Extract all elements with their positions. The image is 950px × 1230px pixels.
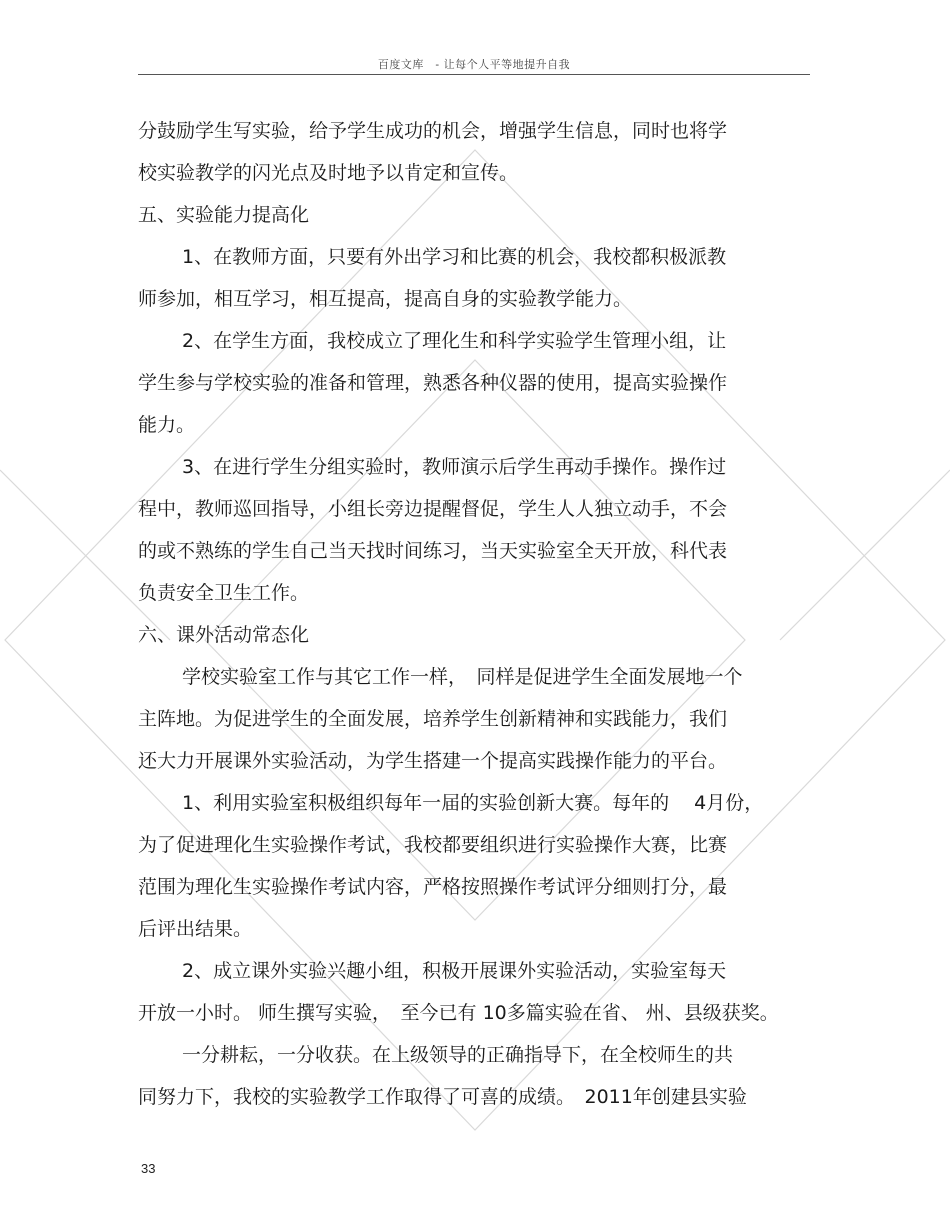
text-line: 学生参与学校实验的准备和管理，熟悉各种仪器的使用，提高实验操作 [138,372,728,394]
text-line: 2、在学生方面，我校成立了理化生和科学实验学生管理小组，让 [182,330,727,352]
text-line: 的或不熟练的学生自己当天找时间练习，当天实验室全天开放，科代表 [138,540,728,562]
text-line: 开放一小时。 师生撰写实验， 至今已有 10多篇实验在省、 州、县级获奖。 [138,1002,779,1024]
document-body [138,110,838,1118]
text-line: 3、在进行学生分组实验时，教师演示后学生再动手操作。操作过 [182,456,727,478]
text-line: 2、成立课外实验兴趣小组，积极开展课外实验活动，实验室每天 [182,960,727,982]
text-line: 校实验教学的闪光点及时地予以肯定和宣传。 [138,162,519,184]
header-rule [138,74,810,75]
page-header: 百度文库 - 让每个人平等地提升自我 [377,58,571,71]
text-line: 一分耕耘，一分收获。在上级领导的正确指导下，在全校师生的共 [182,1044,734,1066]
text-line: 1、利用实验室积极组织每年一届的实验创新大赛。每年的 4月份， [182,792,764,814]
text-line: 六、课外活动常态化 [138,624,310,646]
text-line: 五、实验能力提高化 [138,204,310,226]
text-line: 同努力下，我校的实验教学工作取得了可喜的成绩。 2011年创建县实验 [138,1086,747,1108]
text-line: 1、在教师方面，只要有外出学习和比赛的机会，我校都积极派教 [182,246,727,268]
text-line: 后评出结果。 [138,918,253,940]
page-number: 33 [141,1161,156,1176]
text-line: 师参加，相互学习，相互提高，提高自身的实验教学能力。 [138,288,633,310]
text-line: 程中，教师巡回指导，小组长旁边提醒督促，学生人人独立动手，不会 [138,498,728,520]
text-line: 为了促进理化生实验操作考试，我校都要组织进行实验操作大赛，比赛 [138,834,728,856]
text-line: 范围为理化生实验操作考试内容，严格按照操作考试评分细则打分，最 [138,876,728,898]
text-line: 学校实验室工作与其它工作一样， 同样是促进学生全面发展地一个 [182,666,743,688]
text-line: 还大力开展课外实验活动，为学生搭建一个提高实践操作能力的平台。 [138,750,728,772]
text-line: 能力。 [138,414,196,436]
text-line: 负责安全卫生工作。 [138,582,310,604]
text-line: 主阵地。为促进学生的全面发展，培养学生创新精神和实践能力，我们 [138,708,728,730]
text-line: 分鼓励学生写实验，给予学生成功的机会，增强学生信息，同时也将学 [138,120,728,142]
